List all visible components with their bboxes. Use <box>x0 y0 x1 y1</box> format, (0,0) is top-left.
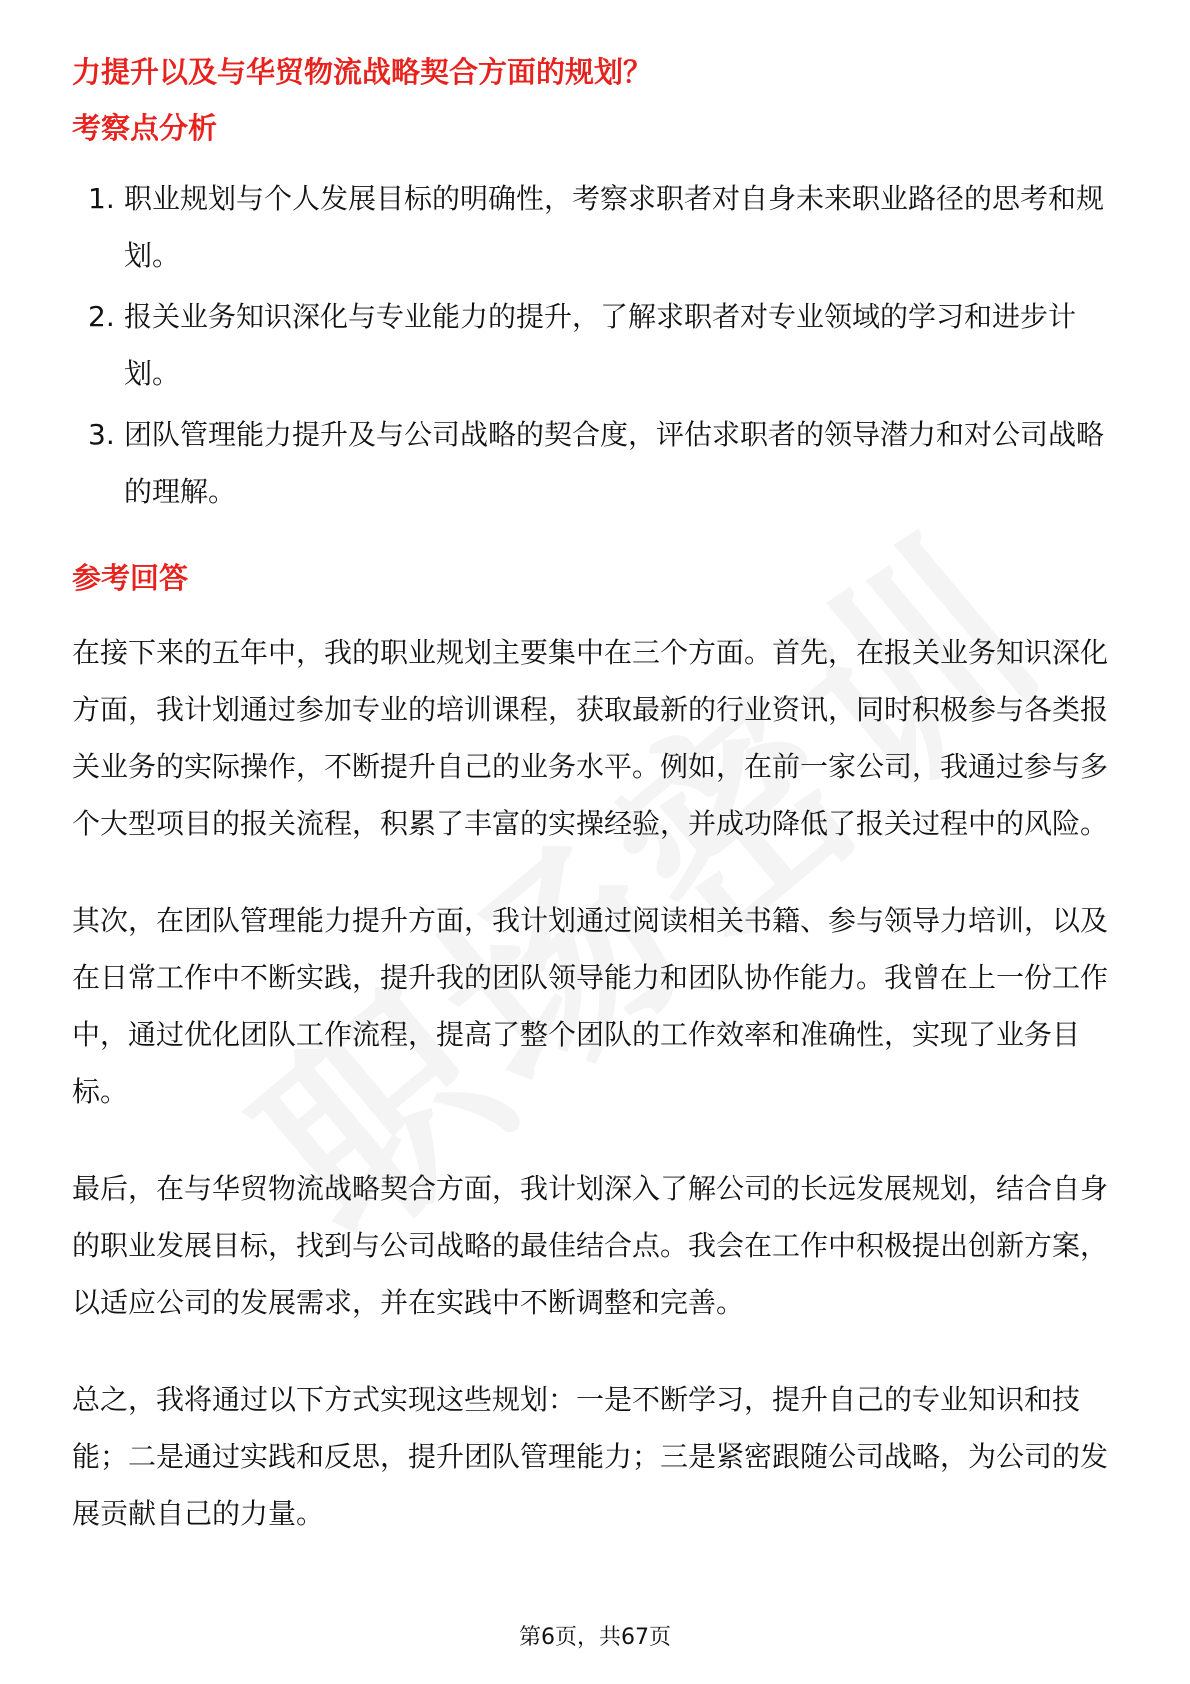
analysis-item-1 <box>72 170 1118 284</box>
question-continuation: 力提升以及与华贸物流战略契合方面的规划？ <box>72 55 653 89</box>
analysis-item-text: 职业规划与个人发展目标的明确性，考察求职者对自身未来职业路径的思考和规划。 <box>124 182 1105 272</box>
analysis-item-number: 2. <box>88 300 115 333</box>
answer-paragraph: 总之，我将通过以下方式实现这些规划：一是不断学习，提升自己的专业知识和技能；二是通过实践和反思，提升团队管理能力；三是紧密跟随公司战略，为公司的发展贡献自己的力量。 <box>72 1383 1109 1530</box>
answer-heading: 参考回答 <box>72 561 189 595</box>
page-footer: 第6页，共67页 <box>519 1625 671 1650</box>
answer-paragraph: 在接下来的五年中，我的职业规划主要集中在三个方面。首先，在报关业务知识深化方面，我计划通过参加专业的培训课程，获取最新的行业资讯，同时积极参与各类报关业务的实际操作，不断提升自己的业务水平。例如，在前一家公司，我通过参与多个大型项目的报关流程，积累了丰富的实操经验，并成功降低了报关过程中的风险。 <box>72 636 1109 840</box>
analysis-item-2 <box>72 288 1118 402</box>
answer-body <box>72 624 1118 1542</box>
analysis-item-number: 3. <box>88 418 115 451</box>
answer-paragraph: 最后，在与华贸物流战略契合方面，我计划深入了解公司的长远发展规划，结合自身的职业发展目标，找到与公司战略的最佳结合点。我会在工作中积极提出创新方案，以适应公司的发展需求，并在实践中不断调整和完善。 <box>72 1172 1109 1319</box>
answer-paragraph: 其次，在团队管理能力提升方面，我计划通过阅读相关书籍、参与领导力培训，以及在日常工作中不断实践，提升我的团队领导能力和团队协作能力。我曾在上一份工作中，通过优化团队工作流程，提高了整个团队的工作效率和准确性，实现了业务目标。 <box>72 904 1109 1108</box>
analysis-heading: 考察点分析 <box>72 111 218 145</box>
analysis-item-number: 1. <box>88 182 115 215</box>
analysis-item-text: 团队管理能力提升及与公司战略的契合度，评估求职者的领导潜力和对公司战略的理解。 <box>124 418 1105 508</box>
analysis-item-3 <box>72 406 1118 520</box>
analysis-list <box>72 170 1118 520</box>
analysis-item-text: 报关业务知识深化与专业能力的提升，了解求职者对专业领域的学习和进步计划。 <box>124 300 1077 390</box>
page-content <box>72 52 1118 1542</box>
